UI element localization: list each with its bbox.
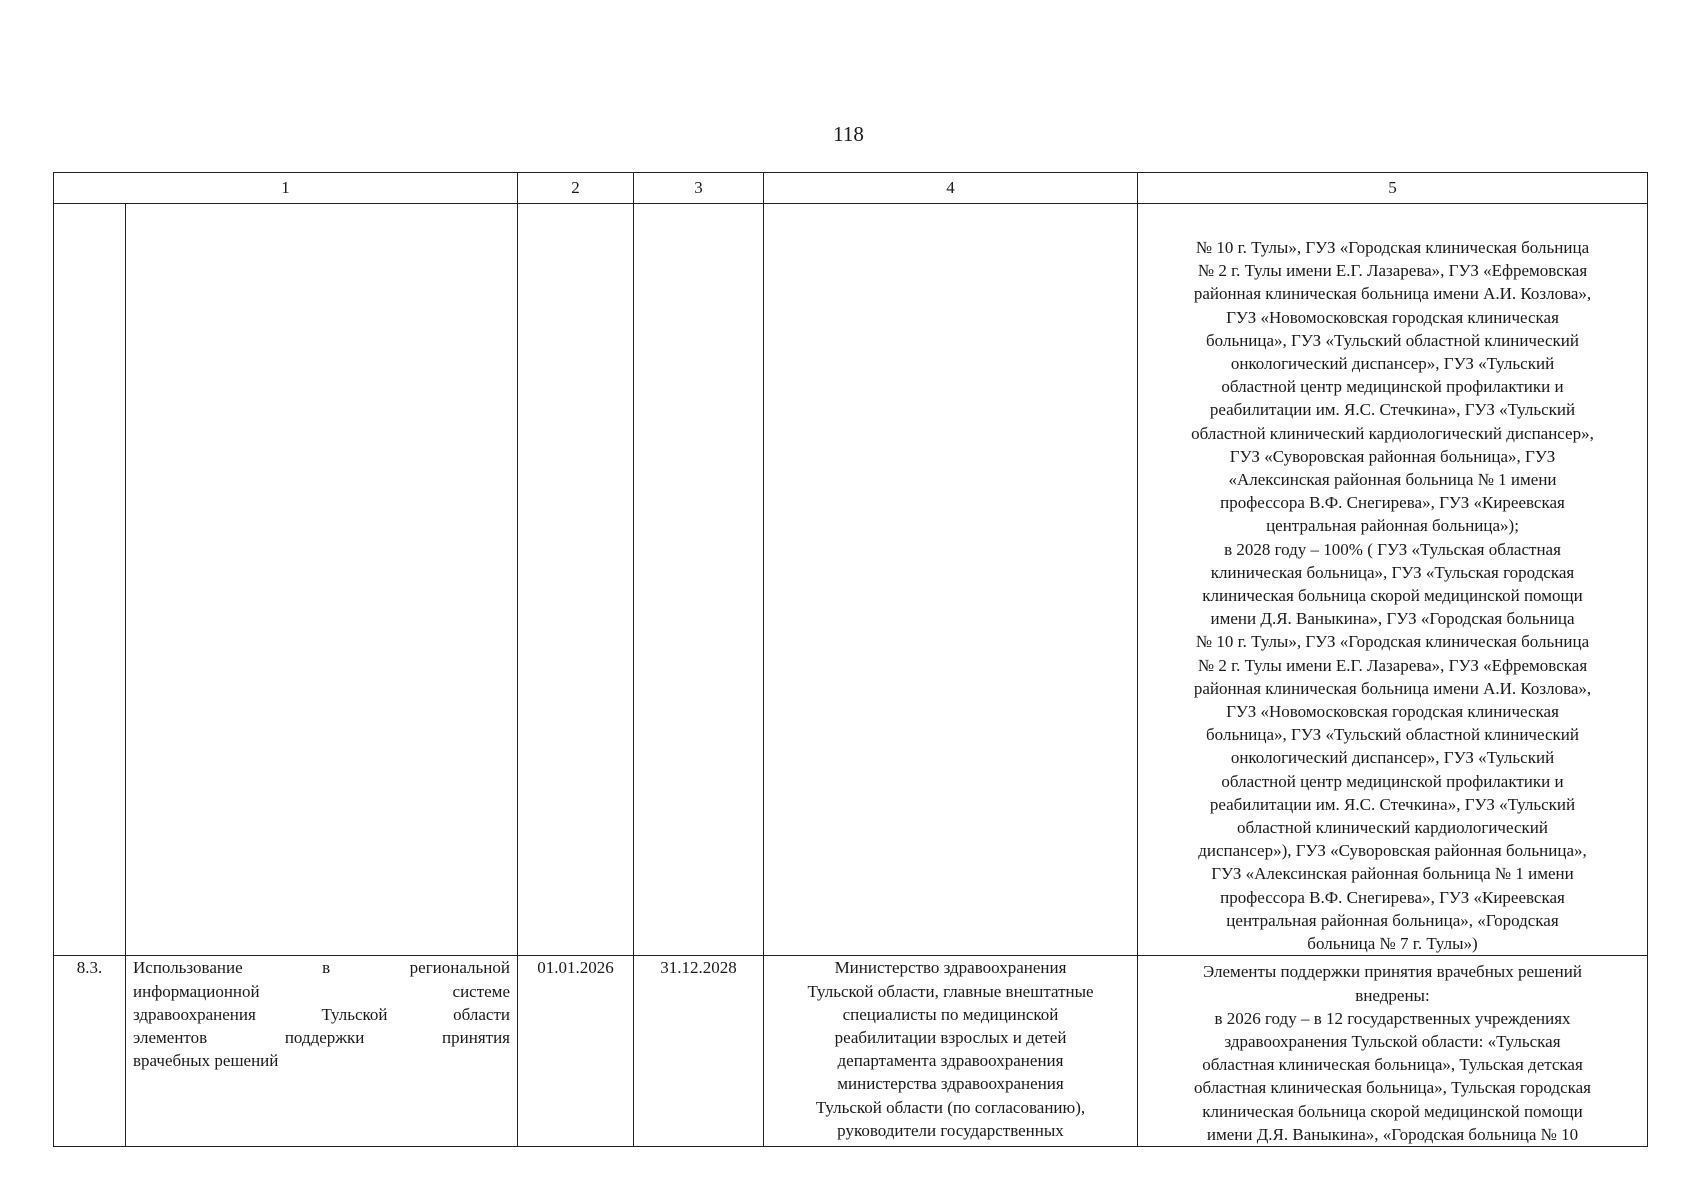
header-col-5: 5 [1138, 173, 1648, 204]
cell-start-date: 01.01.2026 [518, 956, 634, 1147]
text-line: ГУЗ «Суворовская районная больница», ГУЗ [1229, 446, 1556, 466]
text-line: центральная районная больница», «Городская [1226, 910, 1559, 930]
cell-result [1138, 204, 1648, 956]
text-line: онкологический диспансер», ГУЗ «Тульский [1230, 748, 1555, 768]
text-line: «Алексинская районная больница № 1 имени [1228, 470, 1557, 490]
text-line: областной центр медицинской профилактики и [1221, 771, 1564, 791]
table-row-continuation [54, 204, 1648, 956]
text-line: клиническая больница скорой медицинской помощи [1202, 1101, 1583, 1121]
text-line: № 10 г. Тулы», ГУЗ «Городская клиническая больница [1195, 238, 1590, 257]
cell-responsible [764, 204, 1138, 956]
text-line: Тульской области, главные внештатные [807, 981, 1094, 1001]
text-line: больница», ГУЗ «Тульский областной клинический [1206, 725, 1579, 745]
text-line: специалисты по медицинской [842, 1004, 1059, 1024]
text-line: реабилитации взрослых и детей [834, 1027, 1067, 1047]
text-line: больница № 7 г. Тулы») [1307, 934, 1478, 954]
text-line: имени Д.Я. Ваныкина», «Городская больница № 10 [1206, 1124, 1579, 1144]
text-line: департамента здравоохранения [837, 1051, 1064, 1071]
text-line: районная клиническая больница имени А.И. Козлова», [1193, 678, 1592, 698]
text-line: областной центр медицинской профилактики и [1221, 377, 1564, 397]
cell-number [54, 204, 126, 956]
header-col-1: 1 [54, 173, 518, 204]
cell-responsible [764, 956, 1138, 1147]
header-col-4: 4 [764, 173, 1138, 204]
cell-end-date [634, 204, 764, 956]
table-row-8-3 [54, 956, 1648, 1147]
text-line: № 2 г. Тулы имени Е.Г. Лазарева», ГУЗ «Ефремовская [1197, 261, 1588, 281]
header-col-3: 3 [634, 173, 764, 204]
header-col-2: 2 [518, 173, 634, 204]
cell-end-date: 31.12.2028 [634, 956, 764, 1147]
text-line: диспансер»), ГУЗ «Суворовская районная больница», [1198, 841, 1587, 861]
text-line: врачебных решений [133, 1051, 279, 1071]
text-line: здравоохранения Тульской области: «Тульская [1224, 1031, 1561, 1051]
text-line: внедрены: [1355, 985, 1430, 1005]
text-line: областная клиническая больница», Тульская детская [1202, 1055, 1583, 1075]
text-line: Использование в региональной [133, 958, 510, 978]
text-line: профессора В.Ф. Снегирева», ГУЗ «Киреевская [1220, 493, 1565, 513]
text-line: центральная районная больница»); [1266, 516, 1519, 536]
text-line: элементов поддержки принятия [133, 1027, 510, 1047]
text-line: клиническая больница», ГУЗ «Тульская городская [1210, 562, 1575, 582]
page-number: 118 [833, 122, 864, 146]
text-line: в 2028 году – 100% ( ГУЗ «Тульская областная [1224, 539, 1561, 559]
text-line: информационной системе [133, 981, 510, 1001]
text-line: больница», ГУЗ «Тульский областной клинический [1206, 330, 1579, 350]
plan-table [53, 172, 1648, 1147]
text-line: профессора В.Ф. Снегирева», ГУЗ «Киреевская [1220, 887, 1565, 907]
text-line: Элементы поддержки принятия врачебных решений [1203, 962, 1582, 982]
cell-result [1138, 956, 1648, 1147]
text-line: министерства здравоохранения [837, 1074, 1064, 1094]
text-line: имени Д.Я. Ваныкина», ГУЗ «Городская больница [1210, 609, 1575, 629]
text-line: реабилитации им. Я.С. Стечкина», ГУЗ «Тульский [1209, 400, 1576, 420]
cell-name [126, 204, 518, 956]
text-line: областной клинический кардиологический [1237, 818, 1548, 838]
cell-number: 8.3. [54, 956, 126, 1147]
text-line: ГУЗ «Новомосковская городская клиническая [1226, 307, 1559, 327]
table-header-row [54, 173, 1648, 204]
cell-start-date [518, 204, 634, 956]
text-line: областная клиническая больница», Тульская городская [1194, 1078, 1591, 1098]
text-line: районная клиническая больница имени А.И. Козлова», [1193, 284, 1592, 304]
text-line: реабилитации им. Я.С. Стечкина», ГУЗ «Тульский [1209, 794, 1576, 814]
text-line: № 10 г. Тулы», ГУЗ «Городская клиническая больница [1195, 632, 1590, 652]
text-line: ГУЗ «Новомосковская городская клиническая [1226, 702, 1559, 722]
text-line: здравоохранения Тульской области [133, 1004, 510, 1024]
text-line: областной клинический кардиологический диспансер», [1191, 423, 1594, 443]
text-line: онкологический диспансер», ГУЗ «Тульский [1230, 354, 1555, 374]
text-line: Тульской области (по согласованию), [815, 1097, 1086, 1117]
text-line: в 2026 году – в 12 государственных учреждениях [1214, 1008, 1571, 1028]
text-line: ГУЗ «Алексинская районная больница № 1 имени [1211, 864, 1574, 884]
text-line: Министерство здравоохранения [834, 958, 1067, 978]
text-line: руководители государственных [837, 1120, 1064, 1140]
cell-name [126, 956, 518, 1147]
text-line: клиническая больница скорой медицинской помощи [1202, 586, 1583, 606]
text-line: № 2 г. Тулы имени Е.Г. Лазарева», ГУЗ «Ефремовская [1197, 655, 1588, 675]
